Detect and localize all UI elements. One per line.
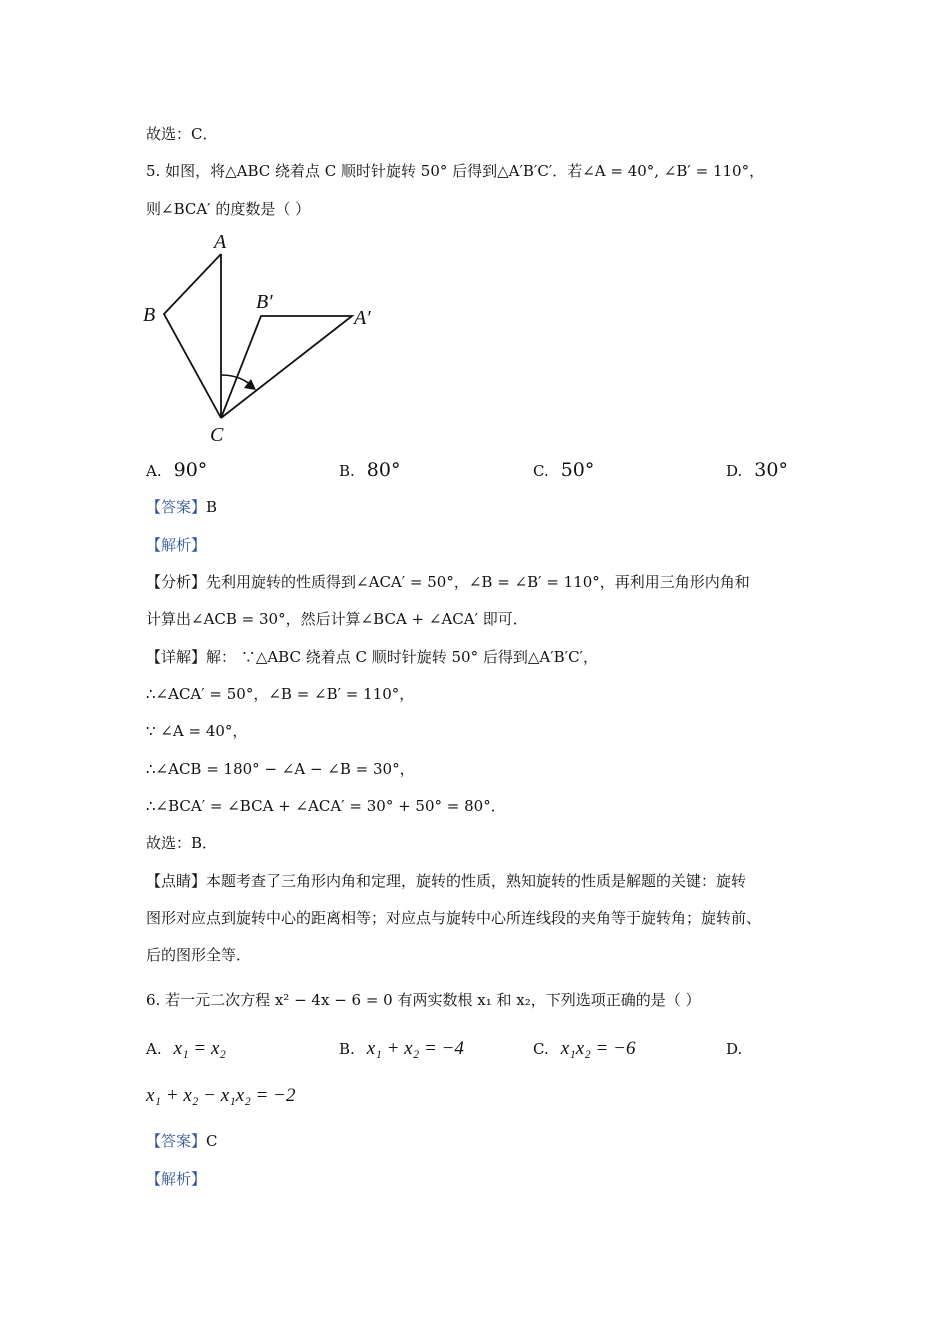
rotation-figure <box>140 228 400 448</box>
q6-answer: 【答案】C <box>146 1132 218 1150</box>
q5-answer: 【答案】B <box>146 498 218 516</box>
q5-fenxi-2: 计算出∠ACB = 30°，然后计算∠BCA + ∠ACA′ 即可． <box>146 610 528 628</box>
q5-xiangjie-1: 【详解】解： ∵△ABC 绕着点 C 顺时针旋转 50° 后得到△A′B′C′， <box>146 648 598 666</box>
q5-xiangjie-6: 故选：B． <box>146 834 218 852</box>
q5-fenxi-1: 【分析】先利用旋转的性质得到∠ACA′ = 50°，∠B = ∠B′ = 110°，再利用三角形内角和 <box>146 573 750 591</box>
label-b-prime: B′ <box>256 291 273 313</box>
q6-option-c: C. x₁x₂ = −6 <box>533 1038 636 1059</box>
question-5-stem-2: 则∠BCA′ 的度数是（ ） <box>146 200 311 218</box>
q5-xiangjie-2: ∴∠ACA′ = 50°，∠B = ∠B′ = 110°， <box>146 685 415 703</box>
triangle-abc <box>164 254 221 418</box>
q6-option-d: D. <box>726 1040 743 1058</box>
q6-analysis-heading: 【解析】 <box>146 1170 207 1188</box>
q6-option-d-expression: x₁ + x₂ − x₁x₂ = −2 <box>146 1085 296 1106</box>
q5-option-a: A. 90° <box>146 459 208 481</box>
q5-dianjing-3: 后的图形全等． <box>146 946 252 964</box>
label-b: B <box>143 304 156 326</box>
q5-analysis-heading: 【解析】 <box>146 536 207 554</box>
q5-xiangjie-5: ∴∠BCA′ = ∠BCA + ∠ACA′ = 30° + 50° = 80°． <box>146 797 506 815</box>
q6-option-a: A. x₁ = x₂ <box>146 1038 227 1059</box>
q5-xiangjie-3: ∵ ∠A = 40°， <box>146 722 248 740</box>
prev-answer-line: 故选：C． <box>146 125 218 143</box>
q5-option-d: D. 30° <box>726 459 788 481</box>
label-a-prime: A′ <box>354 307 371 329</box>
q5-dianjing-1: 【点睛】本题考查了三角形内角和定理，旋转的性质，熟知旋转的性质是解题的关键：旋转 <box>146 872 747 890</box>
triangle-a2b2c <box>221 316 352 418</box>
q5-xiangjie-4: ∴∠ACB = 180° − ∠A − ∠B = 30°， <box>146 760 415 778</box>
question-6-stem: 6. 若一元二次方程 x² − 4x − 6 = 0 有两实数根 x₁ 和 x₂，下列选项正确的是（ ） <box>146 991 701 1009</box>
question-5-stem: 5. 如图，将△ABC 绕着点 C 顺时针旋转 50° 后得到△A′B′C′．若∠A = 40°, ∠B′ = 110°， <box>146 162 765 180</box>
label-a: A <box>214 231 227 253</box>
q6-option-b: B. x₁ + x₂ = −4 <box>339 1038 464 1059</box>
label-c: C <box>210 424 224 446</box>
q5-option-c: C. 50° <box>533 459 595 481</box>
q5-option-b: B. 80° <box>339 459 401 481</box>
q5-dianjing-2: 图形对应点到旋转中心的距离相等；对应点与旋转中心所连线段的夹角等于旋转角；旋转前、 <box>146 909 762 927</box>
